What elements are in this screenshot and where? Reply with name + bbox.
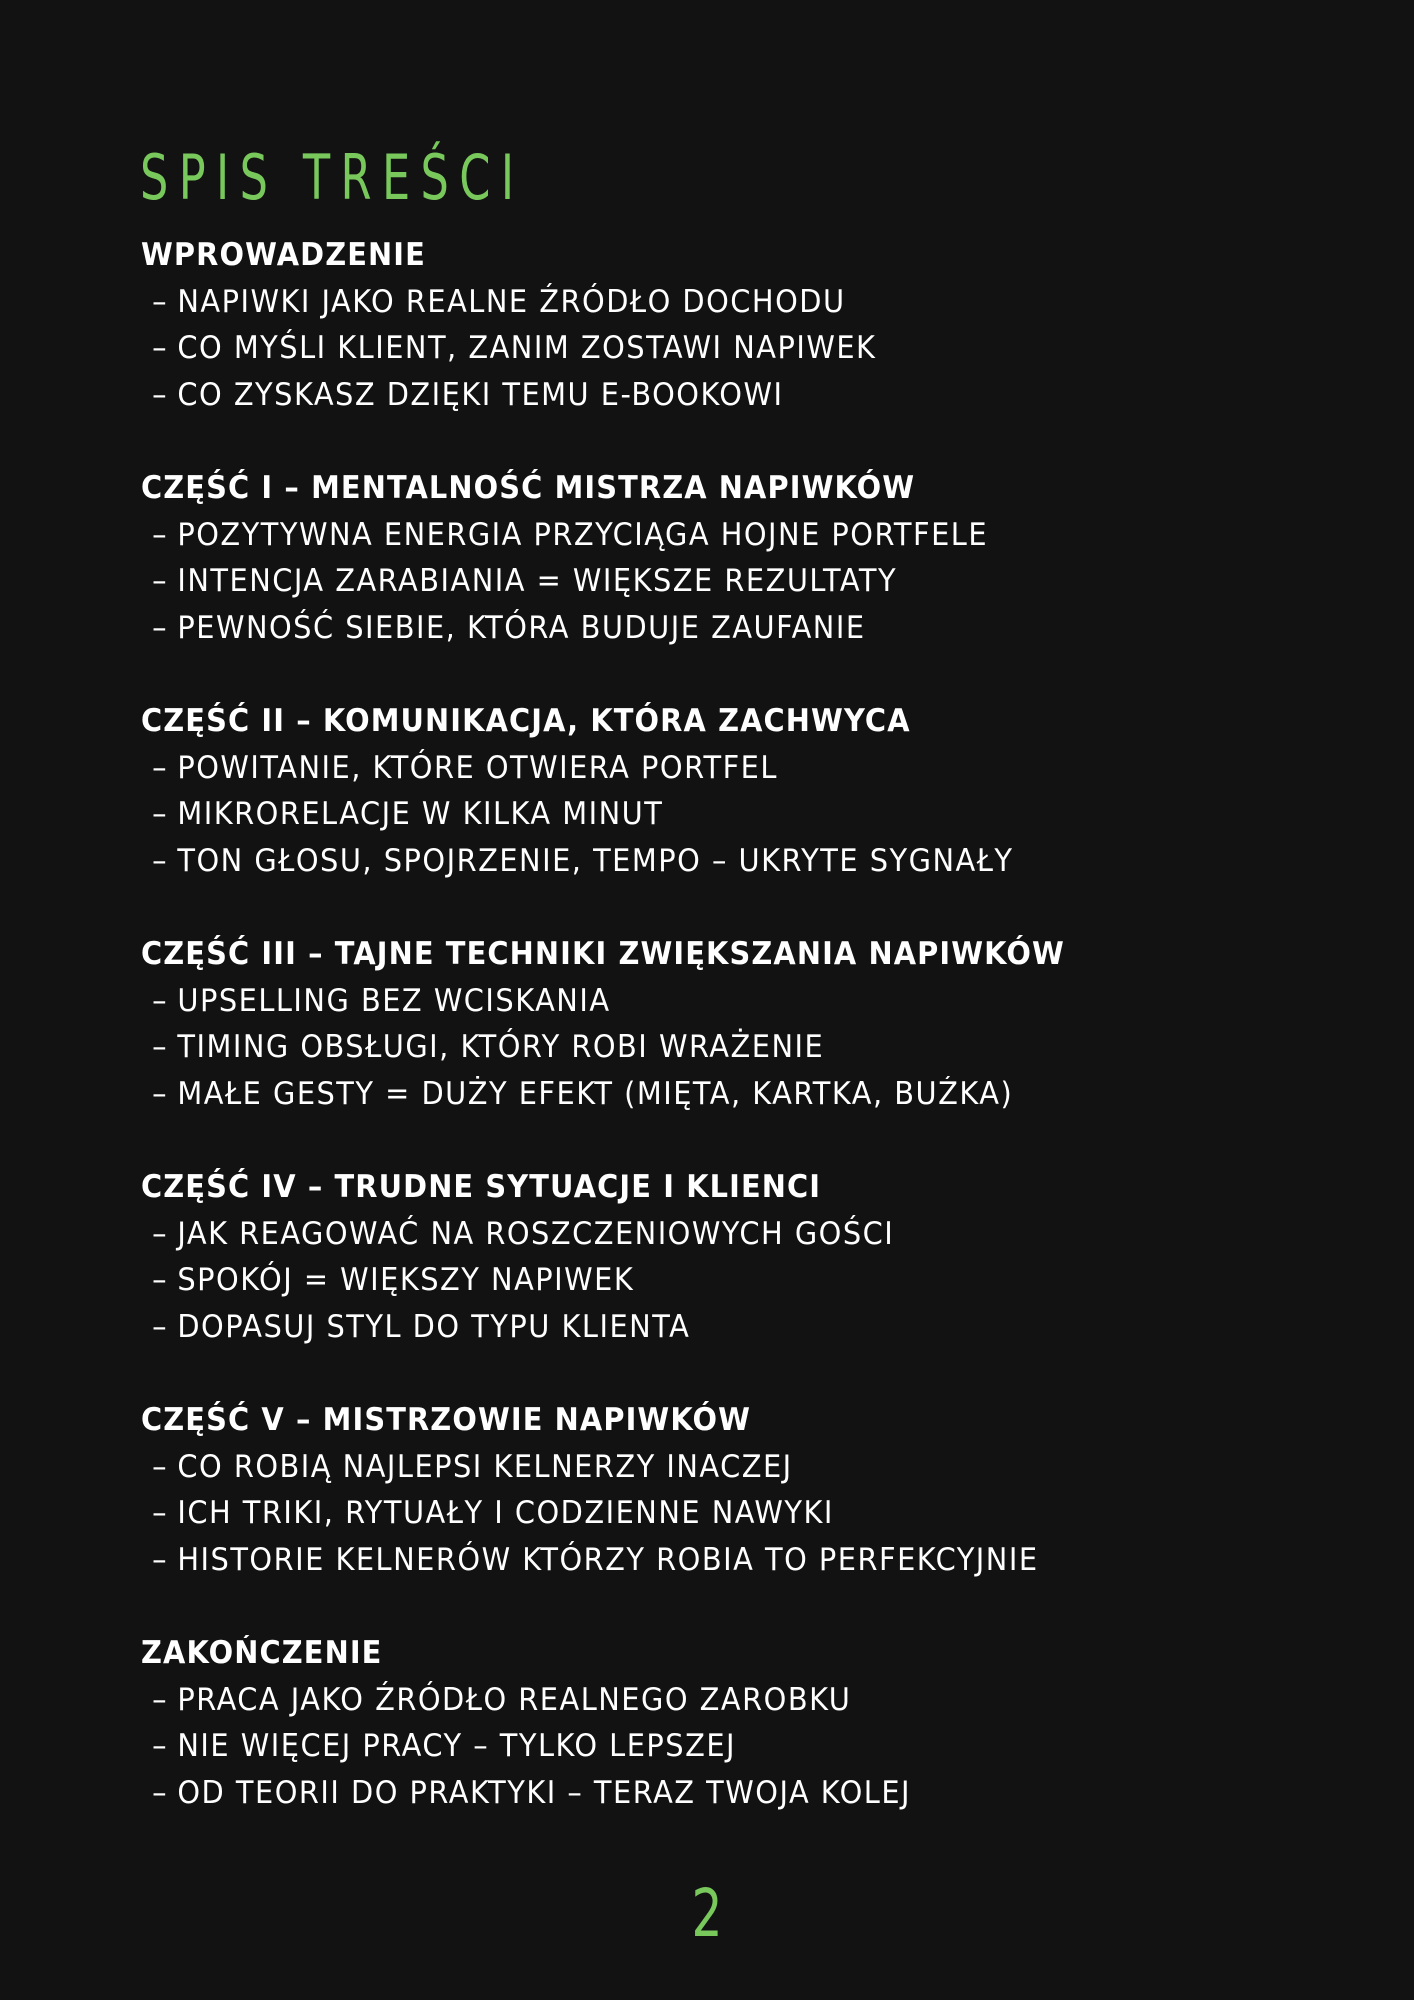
dash: – — [152, 376, 169, 413]
dash: – — [152, 609, 169, 646]
toc-item-label: CO ZYSKASZ DZIĘKI TEMU E-BOOKOWI — [177, 376, 784, 413]
toc-item-label: SPOKÓJ = WIĘKSZY NAPIWEK — [177, 1262, 635, 1298]
toc-item-label: NAPIWKI JAKO REALNE ŹRÓDŁO DOCHODU — [177, 283, 846, 320]
dash: – — [152, 1215, 169, 1252]
toc-section-part-4 — [141, 1164, 1341, 1350]
toc-item — [141, 1444, 1257, 1491]
section-heading: CZĘŚĆ II – KOMUNIKACJA, KTÓRA ZACHWYCA — [141, 703, 911, 739]
toc-item-label: CO ROBIĄ NAJLEPSI KELNERZY INACZEJ — [177, 1448, 793, 1485]
dash: – — [152, 1541, 169, 1578]
dash: – — [152, 563, 169, 599]
section-heading: ZAKOŃCZENIE — [141, 1635, 383, 1671]
toc-item — [141, 1723, 1257, 1770]
section-heading: CZĘŚĆ V – MISTRZOWIE NAPIWKÓW — [141, 1402, 752, 1438]
toc-item — [141, 838, 1257, 885]
dash: – — [152, 1308, 169, 1345]
section-heading: CZĘŚĆ IV – TRUDNE SYTUACJE I KLIENCI — [141, 1169, 822, 1205]
toc-item-label: NIE WIĘCEJ PRACY – TYLKO LEPSZEJ — [177, 1728, 737, 1764]
toc-section-part-1 — [141, 465, 1341, 651]
toc-section-introduction — [141, 232, 1341, 418]
dash: – — [152, 749, 169, 786]
dash: – — [152, 1774, 169, 1811]
table-of-contents — [141, 232, 1341, 1863]
dash: – — [152, 796, 169, 832]
section-heading: WPROWADZENIE — [141, 237, 426, 273]
page-number: 2 — [691, 1875, 723, 1952]
toc-section-part-5 — [141, 1397, 1341, 1583]
toc-item — [141, 791, 1257, 838]
toc-item-label: OD TEORII DO PRAKTYKI – TERAZ TWOJA KOLEJ — [177, 1774, 912, 1811]
toc-item — [141, 512, 1257, 559]
dash: – — [152, 283, 169, 320]
section-heading: CZĘŚĆ I – MENTALNOŚĆ MISTRZA NAPIWKÓW — [141, 470, 916, 506]
toc-item-label: POZYTYWNA ENERGIA PRZYCIĄGA HOJNE PORTFELE — [177, 516, 989, 553]
toc-item — [141, 558, 1257, 605]
toc-item — [141, 372, 1257, 419]
toc-item-label: HISTORIE KELNERÓW KTÓRZY ROBIA TO PERFEKCYJNIE — [177, 1541, 1039, 1578]
toc-item — [141, 1211, 1257, 1258]
toc-item-label: MIKRORELACJE W KILKA MINUT — [177, 796, 664, 832]
toc-item — [141, 1770, 1257, 1817]
dash: – — [152, 1728, 169, 1764]
toc-item — [141, 978, 1257, 1025]
dash: – — [152, 1262, 169, 1298]
toc-item — [141, 605, 1257, 652]
section-heading: CZĘŚĆ III – TAJNE TECHNIKI ZWIĘKSZANIA NAPIWKÓW — [141, 936, 1065, 972]
toc-item-label: JAK REAGOWAĆ NA ROSZCZENIOWYCH GOŚCI — [177, 1215, 895, 1252]
toc-item-label: TON GŁOSU, SPOJRZENIE, TEMPO – UKRYTE SYGNAŁY — [177, 842, 1014, 879]
toc-item-label: ICH TRIKI, RYTUAŁY I CODZIENNE NAWYKI — [177, 1495, 834, 1531]
dash: – — [152, 516, 169, 553]
toc-item-label: DOPASUJ STYL DO TYPU KLIENTA — [177, 1308, 691, 1345]
toc-item — [141, 1677, 1257, 1724]
dash: – — [152, 982, 169, 1019]
toc-item-label: UPSELLING BEZ WCISKANIA — [177, 982, 611, 1019]
toc-item-label: POWITANIE, KTÓRE OTWIERA PORTFEL — [177, 749, 778, 786]
toc-item — [141, 745, 1257, 792]
toc-item-label: INTENCJA ZARABIANIA = WIĘKSZE REZULTATY — [177, 563, 898, 599]
toc-item — [141, 1304, 1257, 1351]
toc-item — [141, 1490, 1257, 1537]
toc-section-part-3 — [141, 931, 1341, 1117]
toc-item-label: MAŁE GESTY = DUŻY EFEKT (MIĘTA, KARTKA, BUŹKA) — [177, 1075, 1014, 1112]
dash: – — [152, 1029, 169, 1065]
dash: – — [152, 1075, 169, 1112]
dash: – — [152, 1495, 169, 1531]
toc-item — [141, 279, 1257, 326]
toc-item-label: PEWNOŚĆ SIEBIE, KTÓRA BUDUJE ZAUFANIE — [177, 609, 866, 646]
toc-item — [141, 325, 1257, 372]
toc-item — [141, 1024, 1257, 1071]
toc-item — [141, 1537, 1257, 1584]
dash: – — [152, 330, 169, 366]
toc-section-conclusion — [141, 1630, 1341, 1816]
dash: – — [152, 1448, 169, 1485]
toc-item — [141, 1257, 1257, 1304]
dash: – — [152, 842, 169, 879]
toc-item — [141, 1071, 1257, 1118]
toc-item-label: PRACA JAKO ŹRÓDŁO REALNEGO ZAROBKU — [177, 1681, 852, 1718]
page-title: SPIS TREŚCI — [140, 141, 525, 214]
toc-item-label: TIMING OBSŁUGI, KTÓRY ROBI WRAŻENIE — [177, 1029, 825, 1065]
toc-item-label: CO MYŚLI KLIENT, ZANIM ZOSTAWI NAPIWEK — [177, 330, 877, 366]
toc-section-part-2 — [141, 698, 1341, 884]
dash: – — [152, 1681, 169, 1718]
